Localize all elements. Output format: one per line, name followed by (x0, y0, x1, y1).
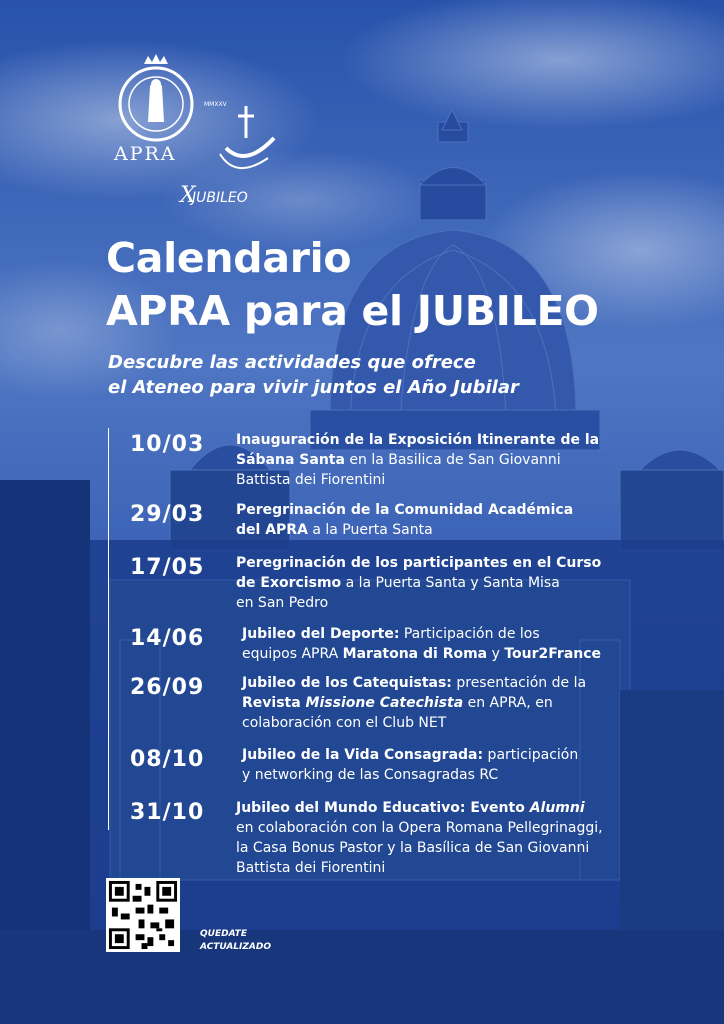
event-description-line (236, 573, 601, 593)
event-text-segment: presentación de la (451, 675, 587, 691)
event-description-line (242, 745, 578, 765)
event-text-segment: participación (483, 747, 579, 763)
event-text-segment: Participación de los (399, 626, 540, 642)
event-text-segment: y networking de las Consagradas RC (242, 767, 499, 783)
event-text-segment: la Casa Bonus Pastor y la Basílica de San Giovanni (236, 840, 590, 856)
title-line-2: APRA para el JUBILEO (106, 287, 599, 335)
event-text-segment: Revista (242, 695, 306, 711)
title-line-1: Calendario (106, 234, 352, 282)
event-description-line (242, 673, 586, 693)
event-text-segment: a la Puerta Santa (307, 522, 433, 538)
event-description (242, 624, 601, 664)
event-description-line (242, 765, 578, 785)
qr-caption (200, 928, 271, 954)
event-text-segment: Alumni (529, 800, 585, 816)
x-mark: X (180, 183, 196, 208)
event-description-line (236, 553, 601, 573)
event-text-segment: a la Puerta Santa y Santa Misa (341, 575, 560, 591)
event-description-line (242, 624, 601, 644)
page-title (106, 232, 599, 338)
event-text-segment: Battista dei Fiorentini (236, 472, 386, 488)
event-text-segment: Inauguración de la Exposición Itinerante de la (236, 432, 600, 448)
event-text-segment: y (487, 646, 505, 662)
event-description-line (236, 593, 601, 613)
event-description-line (236, 500, 573, 520)
event-text-segment: Missione Catechista (305, 695, 464, 711)
qr-code[interactable] (106, 878, 180, 952)
event-description-line (236, 430, 599, 450)
event-description-line (236, 818, 603, 838)
jubileo-logo (180, 98, 284, 208)
event-text-segment: en APRA, en (463, 695, 553, 711)
event-description-line (236, 838, 603, 858)
jubileo-year: MMXXV (204, 101, 227, 108)
event-text-segment: Maratona di Roma (342, 646, 488, 662)
qr-caption-line-1: QUEDATE (200, 929, 247, 939)
event-description (236, 798, 603, 878)
event-text-segment: Tour2France (504, 646, 602, 662)
event-description (236, 500, 573, 540)
event-description (236, 430, 599, 490)
apra-logo-text: APRA (114, 143, 177, 165)
event-description-line (236, 520, 573, 540)
event-description (236, 553, 601, 613)
event-date: 31/10 (130, 800, 205, 825)
event-text-segment: Sábana Santa (236, 452, 345, 468)
event-date: 26/09 (130, 675, 205, 700)
event-date: 08/10 (130, 747, 205, 772)
event-date: 10/03 (130, 432, 205, 457)
qr-caption-line-2: ACTUALIZADO (200, 942, 271, 952)
event-description-line (242, 644, 601, 664)
event-text-segment: colaboración con el Club NET (242, 715, 447, 731)
event-text-segment: en San Pedro (236, 595, 329, 611)
event-date: 17/05 (130, 555, 205, 580)
event-date: 14/06 (130, 626, 205, 651)
event-description-line (236, 470, 599, 490)
event-text-segment: del APRA (236, 522, 308, 538)
event-text-segment: Peregrinación de la Comunidad Académica (236, 502, 574, 518)
event-text-segment: en colaboración con la Opera Romana Pellegrinaggi, (236, 820, 603, 836)
event-description-line (242, 713, 586, 733)
event-text-segment: Peregrinación de los participantes en el Curso (236, 555, 602, 571)
event-description (242, 673, 586, 733)
event-date: 29/03 (130, 502, 205, 527)
event-text-segment: Jubileo de la Vida Consagrada: (242, 747, 484, 763)
event-description-line (236, 858, 603, 878)
event-description (242, 745, 578, 785)
event-text-segment: Jubileo del Mundo Educativo: Evento (236, 800, 530, 816)
event-text-segment: Jubileo del Deporte: (242, 626, 400, 642)
timeline-divider (108, 428, 109, 830)
subtitle (108, 350, 519, 400)
subtitle-line-2: el Ateneo para vivir juntos el Año Jubilar (108, 377, 519, 398)
event-description-line (236, 798, 603, 818)
event-text-segment: equipos APRA (242, 646, 343, 662)
event-text-segment: Jubileo de los Catequistas: (242, 675, 452, 691)
event-text-segment: Battista dei Fiorentini (236, 860, 386, 876)
event-description-line (242, 693, 586, 713)
jubileo-logo-text: JUBILEO (192, 190, 248, 206)
event-description-line (236, 450, 599, 470)
event-text-segment: de Exorcismo (236, 575, 342, 591)
subtitle-line-1: Descubre las actividades que ofrece (108, 352, 476, 373)
event-text-segment: en la Basilica de San Giovanni (344, 452, 561, 468)
